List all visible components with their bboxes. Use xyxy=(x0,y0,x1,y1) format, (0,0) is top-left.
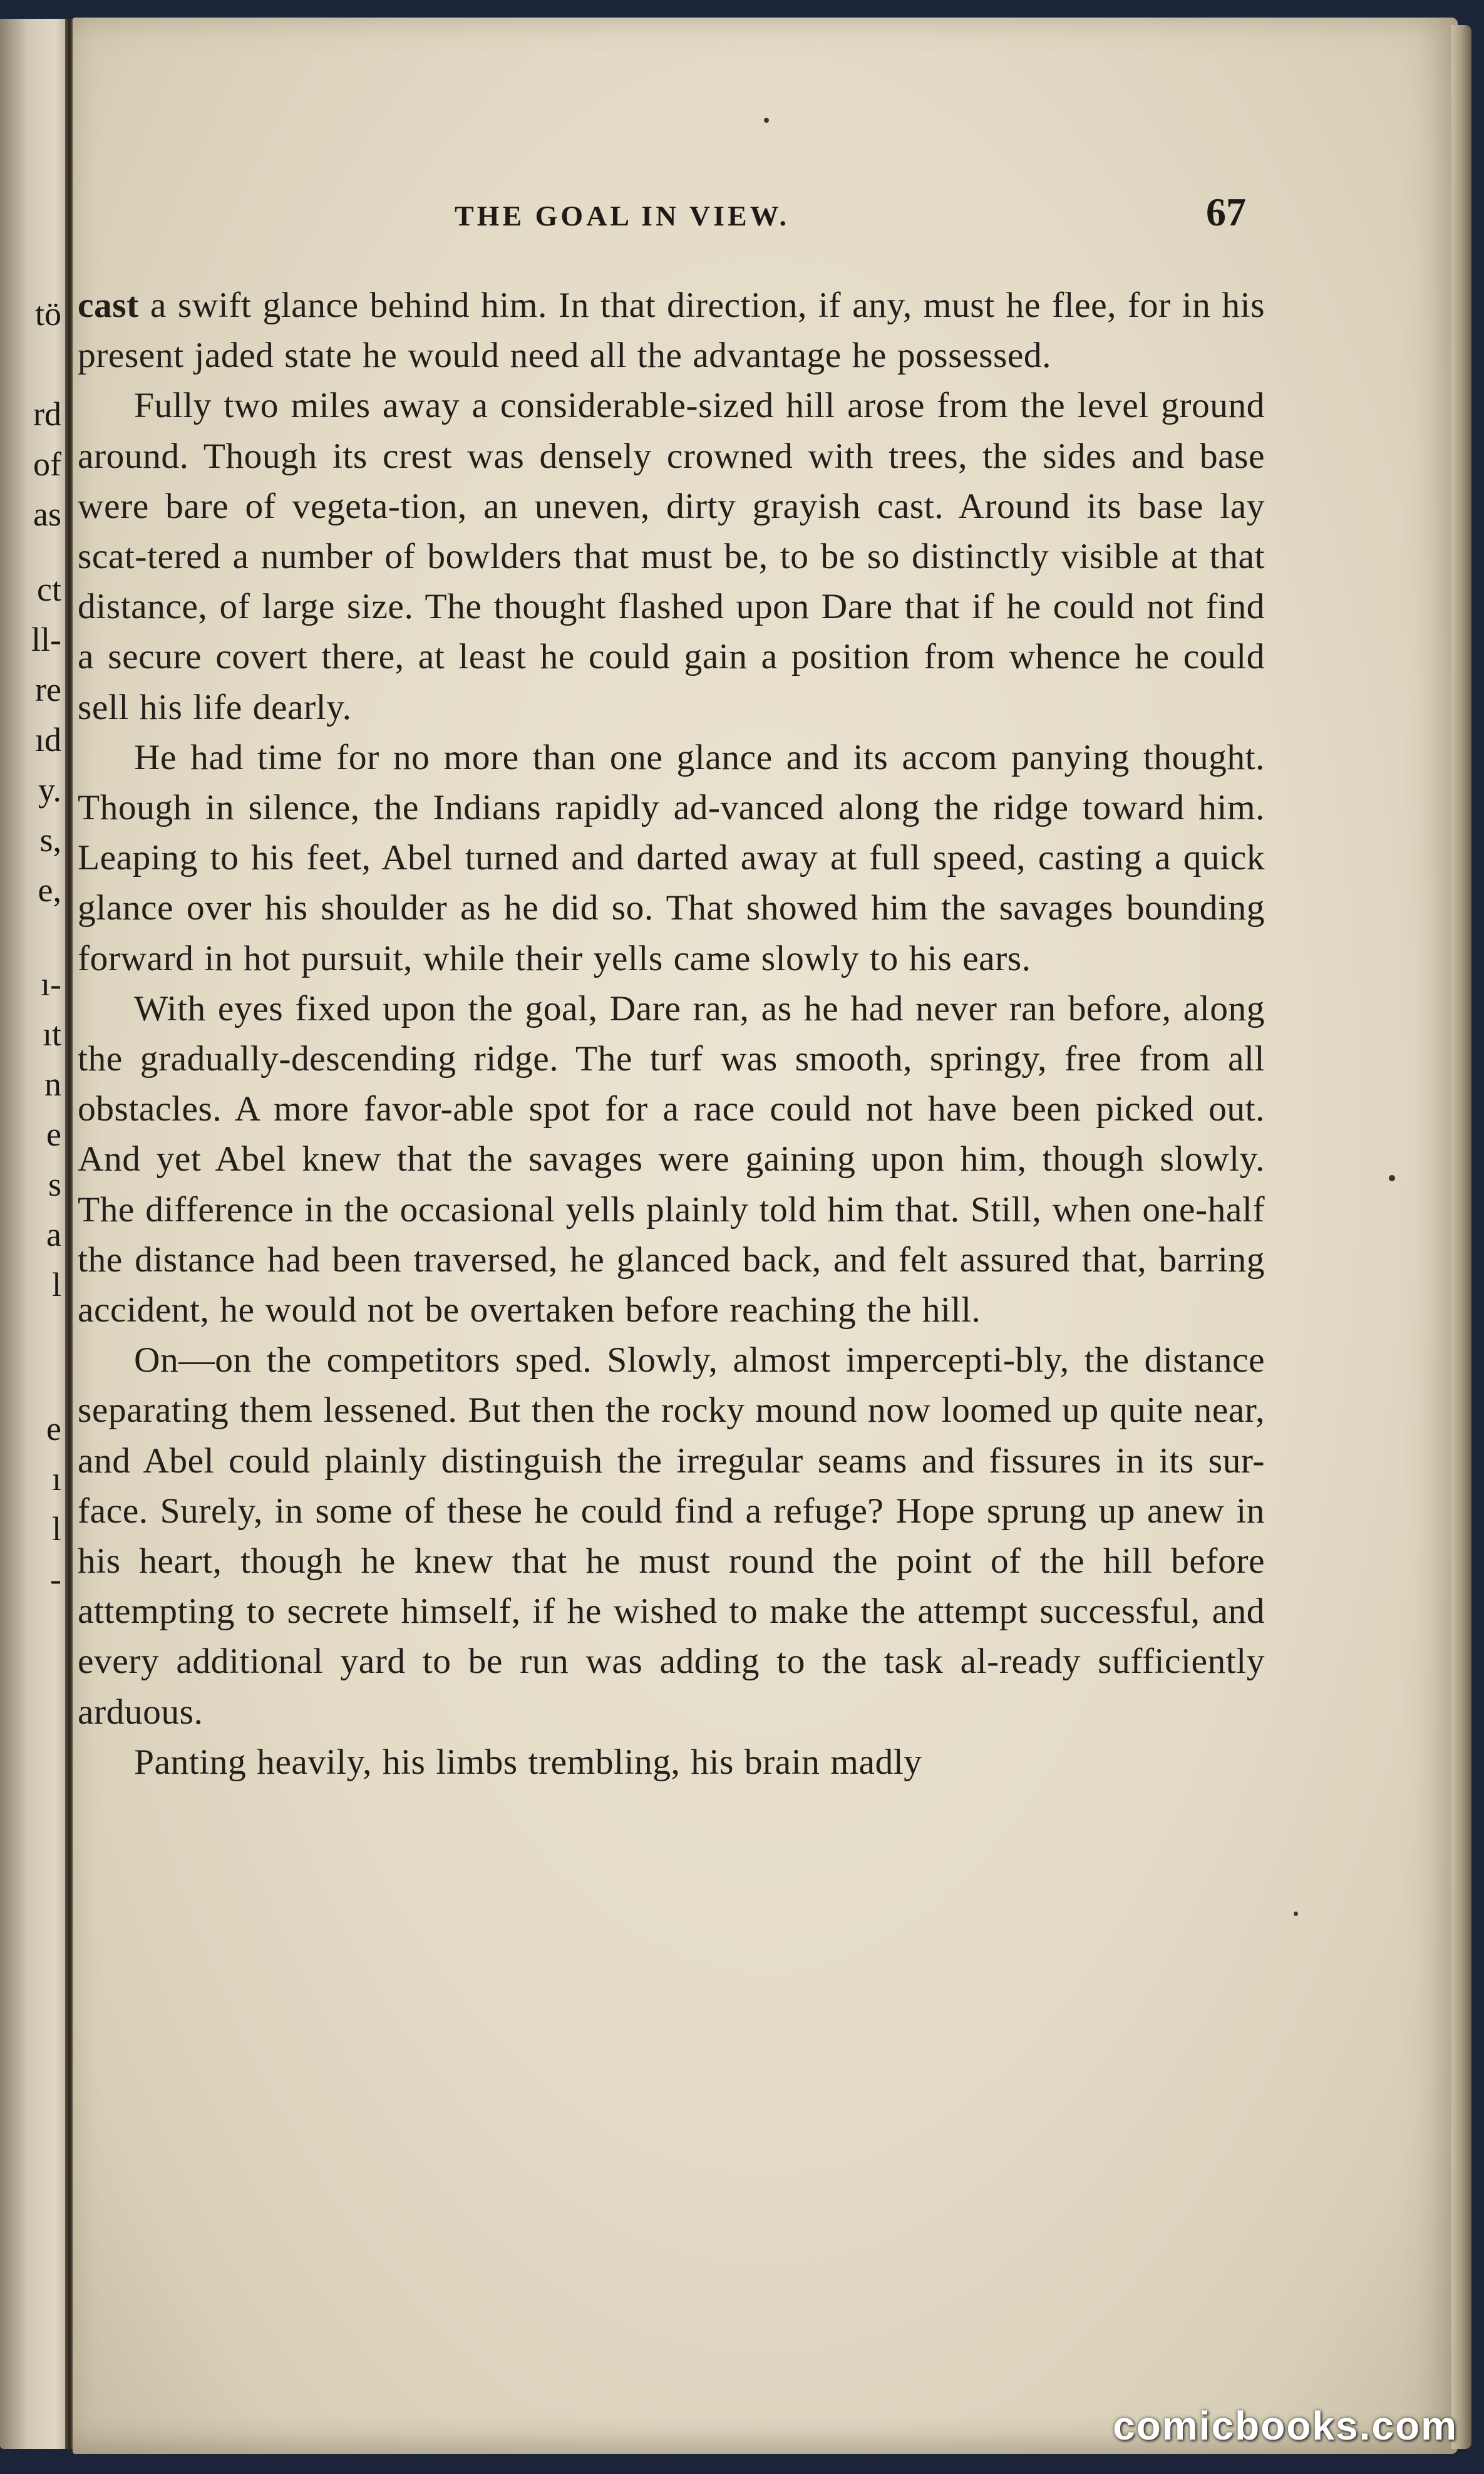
page-edge xyxy=(1451,25,1471,2449)
facing-page-fragment: ı- xyxy=(41,965,61,1003)
facing-page-fragment: re xyxy=(35,671,61,708)
facing-page-fragment: ı xyxy=(51,1460,61,1498)
print-speck xyxy=(1294,1912,1298,1916)
facing-page-fragment: l xyxy=(51,1510,61,1548)
facing-page-fragment: e xyxy=(46,1410,61,1447)
facing-page-fragment: ıd xyxy=(34,721,61,758)
chapter-title: THE GOAL IN VIEW. xyxy=(455,200,790,232)
running-head xyxy=(73,190,1458,237)
paragraph-lead-word: cast xyxy=(78,286,139,325)
facing-page-fragment: e xyxy=(46,1115,61,1153)
book-page xyxy=(73,18,1458,2454)
facing-page-fragment: of xyxy=(33,445,61,483)
facing-page-fragment: tö xyxy=(34,295,61,333)
facing-page-fragment: l xyxy=(51,1266,61,1303)
watermark-logo: comicbooks.com xyxy=(1113,2403,1458,2448)
paragraph-text: On—on the competitors sped. Slowly, almost impercepti-bly, the distance separating them lessened. But then the rocky mound now loomed up quite near, and Abel could plainly distinguish the irregular seams and fissures in its sur-face. Surely, in some of these he could find a refuge? Hope sprung up anew in his heart, though he knew that he must round the point of the hill before attempting to secrete himself, if he wished to make the attempt successful, and every additional yard to be run was adding to the task al-ready sufficiently arduous. xyxy=(78,1340,1265,1732)
print-speck xyxy=(1389,1175,1395,1181)
paragraph-text: Panting heavily, his limbs trembling, his brain madly xyxy=(134,1742,922,1782)
facing-page-fragment: n xyxy=(44,1065,61,1103)
facing-page-fragment: ct xyxy=(37,571,61,608)
facing-page-fragment: s xyxy=(48,1166,61,1203)
paragraph-text: With eyes fixed upon the goal, Dare ran, as he had never ran before, along the gradually-descending ridge. The turf was smooth, springy, free from all obstacles. A more favor-able spot for a race could not have been picked out. And yet Abel knew that the savages were gaining upon him, though slowly. The difference in the occasional yells plainly told him that. Still, when one-half the distance had been traversed, he glanced back, and felt assured that, barring accident, he would not be overtaken before reaching the hill. xyxy=(78,988,1265,1330)
facing-page-fragment: rd xyxy=(33,395,61,433)
paragraph xyxy=(78,733,1265,984)
facing-page-fragment: s, xyxy=(39,821,61,859)
facing-page-fragment: ıt xyxy=(42,1015,61,1053)
facing-page-fragment: y. xyxy=(38,771,61,809)
facing-page-fragment: e, xyxy=(38,871,61,909)
paragraph-text: a swift glance behind him. In that direction, if any, must he flee, for in his present jaded state he would need all the advantage he possessed. xyxy=(78,286,1265,376)
paragraph xyxy=(78,281,1265,381)
paragraph-text: Fully two miles away a considerable-sized hill arose from the level ground around. Though its crest was densely crowned with trees, the sides and base were bare of vegeta-tion, an uneven, dirty grayish cast. Around its base lay scat-tered a number of bowlders that must be, to be so distinctly visible at that distance, of large size. The thought flashed upon Dare that if he could not find a secure covert there, at least he could gain a position from whence he could sell his life dearly. xyxy=(78,386,1265,727)
paragraph xyxy=(78,1737,1265,1788)
body-text xyxy=(78,281,1265,1788)
page-number: 67 xyxy=(1206,190,1246,234)
facing-page-fragment: - xyxy=(50,1560,61,1598)
paragraph xyxy=(78,381,1265,732)
paragraph xyxy=(78,984,1265,1335)
facing-page-fragment: a xyxy=(46,1216,61,1253)
facing-page-fragment: as xyxy=(33,495,61,533)
paragraph xyxy=(78,1335,1265,1737)
print-speck xyxy=(764,118,769,123)
facing-page-fragment: ll- xyxy=(31,621,61,658)
facing-page-edge xyxy=(0,19,69,2449)
paragraph-text: He had time for no more than one glance and its accom panying thought. Though in silence, the Indians rapidly ad-vanced along the ridge toward him. Leaping to his feet, Abel turned and darted away at full speed, casting a quick glance over his shoulder as he did so. That showed him the savages bounding forward in hot pursuit, while their yells came slowly to his ears. xyxy=(78,737,1265,978)
